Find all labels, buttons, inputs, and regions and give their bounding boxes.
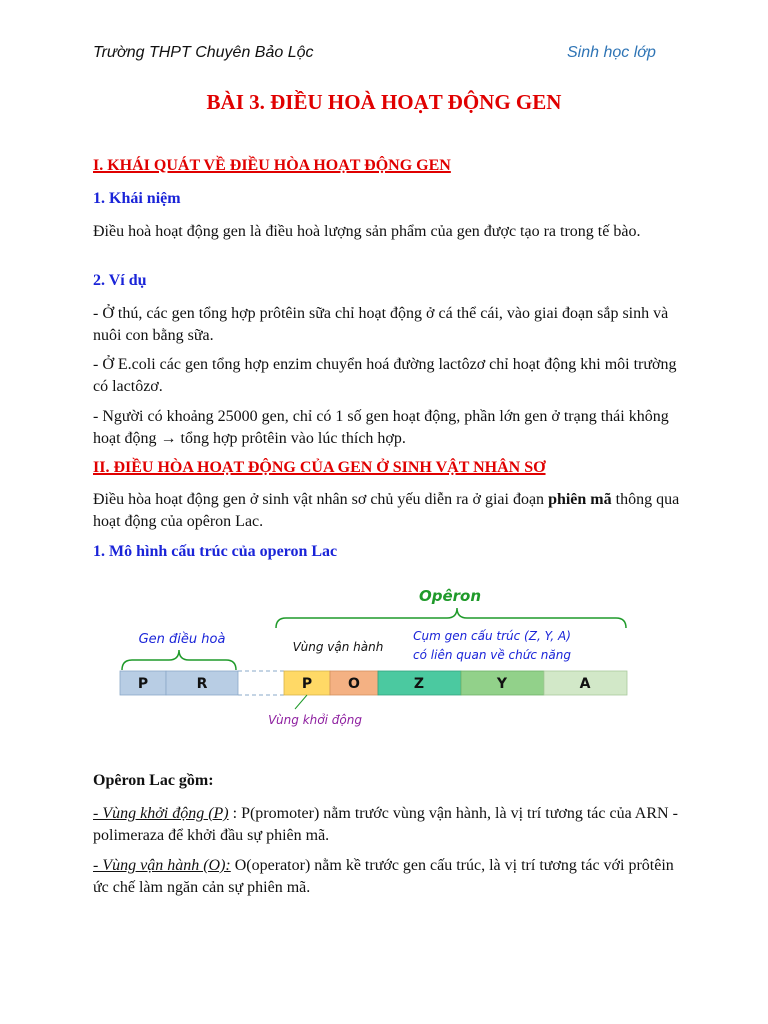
composition-desc: O(operator) nằm kề trước gen cấu trúc, là vị trí tương tác với prôtêin ức chế làm ngăn cản sự phiên mã. <box>93 857 674 896</box>
example-heading: 2. Ví dụ <box>93 272 147 289</box>
operon-brace <box>276 608 626 628</box>
section2-heading: II. ĐIỀU HÒA HOẠT ĐỘNG CỦA GEN Ở SINH VẬT NHÂN SƠ <box>93 459 546 476</box>
composition-heading: Opêron Lac gồm: <box>93 772 214 789</box>
segment-label: O <box>348 676 360 692</box>
promoter-label: Vùng khởi động <box>268 713 362 727</box>
operon-lac-diagram <box>110 580 640 740</box>
section2-intro <box>93 489 693 533</box>
section1-heading: I. KHÁI QUÁT VỀ ĐIỀU HÒA HOẠT ĐỘNG GEN <box>93 157 451 174</box>
composition-desc: : P(promoter) nằm trước vùng vận hành, là vị trí tương tác của ARN - polimeraza để khởi đầu sự phiên mã. <box>93 805 678 844</box>
intro-bold: phiên mã <box>548 491 612 508</box>
regulator-label: Gen điều hoà <box>138 632 226 647</box>
segment-label: Z <box>413 676 425 692</box>
operator-label: Vùng vận hành <box>292 640 384 654</box>
segment-label: P <box>301 676 313 692</box>
page-title: BÀI 3. ĐIỀU HOÀ HOẠT ĐỘNG GEN <box>206 90 562 114</box>
operon-label: Opêron <box>418 587 482 605</box>
example-item: - Ở E.coli các gen tổng hợp enzim chuyển hoá đường lactôzơ chỉ hoạt động khi môi trường có lactôzơ. <box>93 356 677 395</box>
intro-text-end: thông qua hoạt động của opêron Lac. <box>93 491 680 530</box>
structural-label: có liên quan về chức năng <box>413 648 571 662</box>
structural-label: Cụm gen cấu trúc (Z, Y, A) <box>413 629 571 643</box>
composition-term: - Vùng khởi động (P) <box>93 805 229 822</box>
regulator-brace <box>122 650 236 670</box>
segment-label: A <box>579 676 591 692</box>
composition-item <box>93 855 693 899</box>
header-school: Trường THPT Chuyên Bảo Lộc <box>93 44 314 61</box>
promoter-pointer <box>295 695 307 709</box>
intro-text: Điều hòa hoạt động gen ở sinh vật nhân sơ chủ yếu diễn ra ở giai đoạn <box>93 491 549 508</box>
concept-text: Điều hoà hoạt động gen là điều hoà lượng sản phẩm của gen được tạo ra trong tế bào. <box>93 223 641 240</box>
composition-item <box>93 803 693 847</box>
header-subject: Sinh học lớp <box>567 44 656 61</box>
concept-heading: 1. Khái niệm <box>93 190 181 207</box>
example-item: - Ở thú, các gen tổng hợp prôtêin sữa chỉ hoạt động ở cá thể cái, vào giai đoạn sắp sinh và nuôi con bằng sữa. <box>93 305 669 344</box>
segment-label: Y <box>496 676 508 692</box>
example-item: - Người có khoảng 25000 gen, chỉ có 1 số gen hoạt động, phần lớn gen ở trạng thái không hoạt động → tổng hợp prôtêin vào lúc thích hợp. <box>93 408 669 447</box>
segment-label: R <box>196 676 208 692</box>
segment-label: P <box>137 676 149 692</box>
model-heading: 1. Mô hình cấu trúc của operon Lac <box>93 543 338 560</box>
composition-term: - Vùng vận hành (O): <box>93 857 231 874</box>
